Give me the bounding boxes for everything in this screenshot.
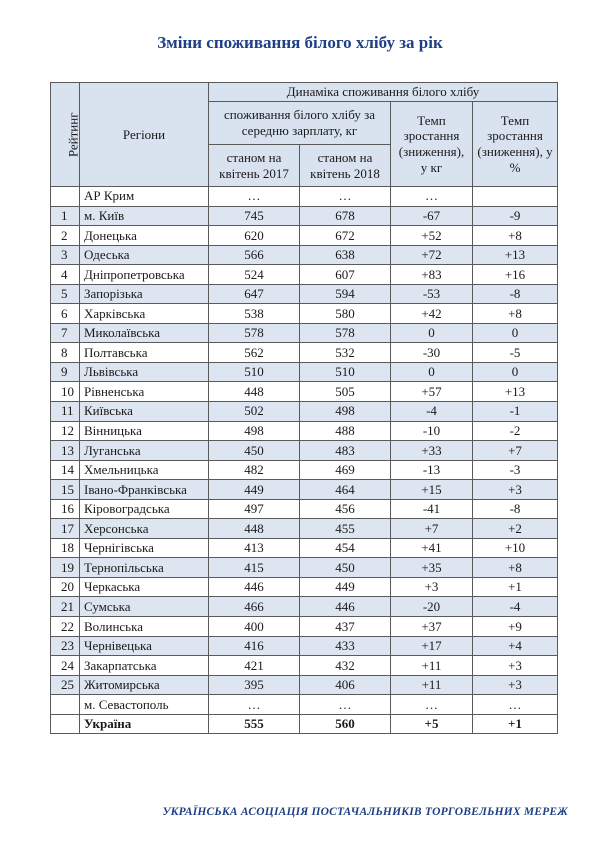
- table-row: [51, 636, 558, 656]
- cell-v2017: 497: [209, 499, 300, 519]
- cell-v2018: 578: [300, 323, 391, 343]
- total-cell-kg: +5: [391, 714, 473, 733]
- cell-region: АР Крим: [80, 187, 209, 207]
- table-row: [51, 441, 558, 461]
- date-2018-header: станом на квітень 2018: [300, 145, 391, 187]
- cell-pct: -9: [473, 206, 558, 226]
- cell-kg: +57: [391, 382, 473, 402]
- cell-v2017: 448: [209, 519, 300, 539]
- cell-rank: 15: [51, 480, 80, 500]
- cell-region: Закарпатська: [80, 656, 209, 676]
- cell-kg: +17: [391, 636, 473, 656]
- cell-pct: [473, 187, 558, 207]
- cell-kg: +83: [391, 265, 473, 285]
- cell-v2017: 647: [209, 284, 300, 304]
- cell-pct: -3: [473, 460, 558, 480]
- cell-rank: 17: [51, 519, 80, 539]
- cell-pct: +1: [473, 577, 558, 597]
- cell-kg: -67: [391, 206, 473, 226]
- cell-pct: +8: [473, 304, 558, 324]
- table-row: [51, 421, 558, 441]
- cell-v2017: 502: [209, 402, 300, 422]
- cell-v2018: 672: [300, 226, 391, 246]
- cell-region: Івано-Франківська: [80, 480, 209, 500]
- cell-pct: +13: [473, 382, 558, 402]
- cell-rank: 5: [51, 284, 80, 304]
- cell-region: Запорізька: [80, 284, 209, 304]
- cell-rank: 11: [51, 402, 80, 422]
- table-row: [51, 538, 558, 558]
- cell-rank: 4: [51, 265, 80, 285]
- cell-pct: +8: [473, 226, 558, 246]
- cell-v2017: 745: [209, 206, 300, 226]
- table-row: [51, 519, 558, 539]
- cell-v2018: 446: [300, 597, 391, 617]
- table-row: [51, 265, 558, 285]
- cell-v2017: …: [209, 187, 300, 207]
- cell-pct: +16: [473, 265, 558, 285]
- cell-rank: 24: [51, 656, 80, 676]
- table-row: [51, 402, 558, 422]
- total-cell-v2017: 555: [209, 714, 300, 733]
- table-row: [51, 695, 558, 715]
- cell-kg: +11: [391, 656, 473, 676]
- cell-v2017: 415: [209, 558, 300, 578]
- cell-region: Донецька: [80, 226, 209, 246]
- cell-rank: 18: [51, 538, 80, 558]
- cell-v2017: 421: [209, 656, 300, 676]
- cell-pct: +4: [473, 636, 558, 656]
- table-row: [51, 245, 558, 265]
- cell-pct: +3: [473, 656, 558, 676]
- cell-v2017: 566: [209, 245, 300, 265]
- cell-v2018: 449: [300, 577, 391, 597]
- cell-region: м. Київ: [80, 206, 209, 226]
- rank-header: Рейтинг: [51, 83, 80, 187]
- cell-kg: -20: [391, 597, 473, 617]
- cell-rank: 7: [51, 323, 80, 343]
- cell-kg: +7: [391, 519, 473, 539]
- cell-v2018: 488: [300, 421, 391, 441]
- cell-v2017: 449: [209, 480, 300, 500]
- cell-v2018: 437: [300, 617, 391, 637]
- cell-region: Волинська: [80, 617, 209, 637]
- table-row: [51, 362, 558, 382]
- cell-v2017: 466: [209, 597, 300, 617]
- cell-kg: -10: [391, 421, 473, 441]
- cell-v2017: 524: [209, 265, 300, 285]
- table-row: [51, 656, 558, 676]
- total-cell-region: Україна: [80, 714, 209, 733]
- regions-header: Регіони: [80, 83, 209, 187]
- table-row: [51, 284, 558, 304]
- cell-region: Чернівецька: [80, 636, 209, 656]
- cell-v2018: …: [300, 187, 391, 207]
- table-row: [51, 577, 558, 597]
- cell-region: Одеська: [80, 245, 209, 265]
- cell-v2018: 464: [300, 480, 391, 500]
- cell-pct: 0: [473, 323, 558, 343]
- cell-kg: 0: [391, 323, 473, 343]
- cell-region: Сумська: [80, 597, 209, 617]
- cell-kg: …: [391, 695, 473, 715]
- cell-region: Вінницька: [80, 421, 209, 441]
- cell-rank: [51, 714, 80, 733]
- cell-region: Черкаська: [80, 577, 209, 597]
- table-row: [51, 597, 558, 617]
- table-row: [51, 323, 558, 343]
- cell-kg: +52: [391, 226, 473, 246]
- table-row: [51, 382, 558, 402]
- cell-kg: +37: [391, 617, 473, 637]
- cell-kg: -30: [391, 343, 473, 363]
- cell-pct: +2: [473, 519, 558, 539]
- cell-rank: [51, 187, 80, 207]
- cell-kg: +3: [391, 577, 473, 597]
- cell-v2017: 450: [209, 441, 300, 461]
- table-row: [51, 617, 558, 637]
- cell-v2018: 450: [300, 558, 391, 578]
- table-row: [51, 206, 558, 226]
- cell-rank: 25: [51, 675, 80, 695]
- cell-v2017: 578: [209, 323, 300, 343]
- cell-region: Тернопільська: [80, 558, 209, 578]
- cell-pct: 0: [473, 362, 558, 382]
- date-2017-header: станом на квітень 2017: [209, 145, 300, 187]
- cell-v2018: 469: [300, 460, 391, 480]
- cell-region: Полтавська: [80, 343, 209, 363]
- cell-region: Житомирська: [80, 675, 209, 695]
- cell-rank: 22: [51, 617, 80, 637]
- cell-kg: +15: [391, 480, 473, 500]
- cell-kg: -4: [391, 402, 473, 422]
- table-body: [51, 187, 558, 734]
- cell-rank: 10: [51, 382, 80, 402]
- cell-v2018: 455: [300, 519, 391, 539]
- consumption-header: споживання білого хлібу за середню зарплату, кг: [209, 102, 391, 145]
- cell-v2017: 413: [209, 538, 300, 558]
- cell-v2017: 498: [209, 421, 300, 441]
- cell-v2018: 638: [300, 245, 391, 265]
- cell-v2017: 482: [209, 460, 300, 480]
- cell-v2018: 580: [300, 304, 391, 324]
- cell-v2018: 433: [300, 636, 391, 656]
- cell-region: Миколаївська: [80, 323, 209, 343]
- cell-rank: 8: [51, 343, 80, 363]
- cell-kg: -53: [391, 284, 473, 304]
- page-title: Зміни споживання білого хлібу за рік: [157, 33, 443, 52]
- cell-rank: 19: [51, 558, 80, 578]
- cell-pct: +8: [473, 558, 558, 578]
- cell-rank: 12: [51, 421, 80, 441]
- cell-region: Кіровоградська: [80, 499, 209, 519]
- table-row: [51, 304, 558, 324]
- cell-v2018: 456: [300, 499, 391, 519]
- cell-rank: 9: [51, 362, 80, 382]
- dynamics-group-header: Динаміка споживання білого хлібу: [209, 83, 558, 102]
- cell-pct: -8: [473, 499, 558, 519]
- consumption-table: [50, 82, 558, 734]
- cell-rank: 21: [51, 597, 80, 617]
- cell-kg: +41: [391, 538, 473, 558]
- cell-v2018: 532: [300, 343, 391, 363]
- cell-region: Львівська: [80, 362, 209, 382]
- table-row: [51, 675, 558, 695]
- cell-v2017: 538: [209, 304, 300, 324]
- total-cell-v2018: 560: [300, 714, 391, 733]
- cell-v2017: 620: [209, 226, 300, 246]
- footer-organization: УКРАЇНСЬКА АСОЦІАЦІЯ ПОСТАЧАЛЬНИКІВ ТОРГОВЕЛЬНИХ МЕРЕЖ: [162, 806, 568, 818]
- cell-pct: +13: [473, 245, 558, 265]
- growth-kg-header: Темп зростання (зниження), у кг: [391, 102, 473, 187]
- cell-pct: -4: [473, 597, 558, 617]
- cell-pct: +9: [473, 617, 558, 637]
- cell-kg: +11: [391, 675, 473, 695]
- cell-v2017: …: [209, 695, 300, 715]
- cell-v2018: 505: [300, 382, 391, 402]
- table-row: [51, 187, 558, 207]
- table-row: [51, 460, 558, 480]
- cell-rank: 1: [51, 206, 80, 226]
- cell-kg: +33: [391, 441, 473, 461]
- cell-pct: +10: [473, 538, 558, 558]
- cell-pct: …: [473, 695, 558, 715]
- growth-pct-header: Темп зростання (зниження), у %: [473, 102, 558, 187]
- cell-pct: +3: [473, 480, 558, 500]
- cell-region: Київська: [80, 402, 209, 422]
- cell-v2018: 498: [300, 402, 391, 422]
- cell-v2018: 678: [300, 206, 391, 226]
- cell-v2017: 395: [209, 675, 300, 695]
- cell-v2017: 510: [209, 362, 300, 382]
- cell-region: Рівненська: [80, 382, 209, 402]
- cell-rank: 6: [51, 304, 80, 324]
- cell-pct: +7: [473, 441, 558, 461]
- total-cell-pct: +1: [473, 714, 558, 733]
- cell-kg: +35: [391, 558, 473, 578]
- cell-pct: -2: [473, 421, 558, 441]
- cell-kg: …: [391, 187, 473, 207]
- cell-rank: 3: [51, 245, 80, 265]
- table-row: [51, 343, 558, 363]
- cell-v2017: 446: [209, 577, 300, 597]
- cell-v2018: 432: [300, 656, 391, 676]
- cell-v2017: 416: [209, 636, 300, 656]
- cell-v2018: 594: [300, 284, 391, 304]
- cell-rank: 23: [51, 636, 80, 656]
- cell-region: Луганська: [80, 441, 209, 461]
- table-header: [51, 83, 558, 187]
- cell-region: Чернігівська: [80, 538, 209, 558]
- table-row: [51, 226, 558, 246]
- cell-region: Харківська: [80, 304, 209, 324]
- cell-kg: +72: [391, 245, 473, 265]
- cell-v2017: 448: [209, 382, 300, 402]
- cell-rank: 16: [51, 499, 80, 519]
- cell-rank: [51, 695, 80, 715]
- cell-kg: -41: [391, 499, 473, 519]
- cell-v2018: …: [300, 695, 391, 715]
- cell-v2018: 454: [300, 538, 391, 558]
- cell-v2018: 406: [300, 675, 391, 695]
- cell-region: Дніпропетровська: [80, 265, 209, 285]
- cell-pct: -1: [473, 402, 558, 422]
- cell-kg: 0: [391, 362, 473, 382]
- cell-v2018: 607: [300, 265, 391, 285]
- cell-pct: +3: [473, 675, 558, 695]
- table-row: [51, 499, 558, 519]
- cell-kg: +42: [391, 304, 473, 324]
- cell-rank: 13: [51, 441, 80, 461]
- table-row: [51, 480, 558, 500]
- cell-rank: 14: [51, 460, 80, 480]
- cell-region: Херсонська: [80, 519, 209, 539]
- cell-kg: -13: [391, 460, 473, 480]
- cell-region: м. Севастополь: [80, 695, 209, 715]
- table-row: [51, 558, 558, 578]
- cell-pct: -8: [473, 284, 558, 304]
- cell-pct: -5: [473, 343, 558, 363]
- cell-v2018: 510: [300, 362, 391, 382]
- cell-v2017: 562: [209, 343, 300, 363]
- cell-rank: 20: [51, 577, 80, 597]
- cell-region: Хмельницька: [80, 460, 209, 480]
- cell-v2018: 483: [300, 441, 391, 461]
- cell-rank: 2: [51, 226, 80, 246]
- total-row: [51, 714, 558, 733]
- cell-v2017: 400: [209, 617, 300, 637]
